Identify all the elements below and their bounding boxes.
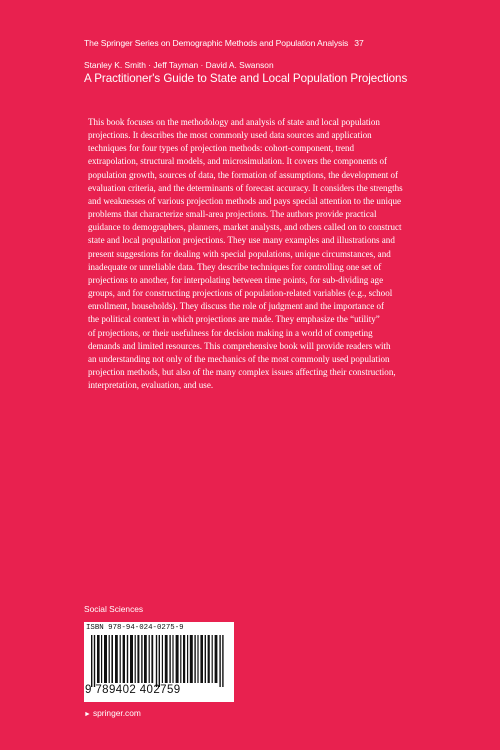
description-line: problems that characterize small-area projections. The authors provide practical xyxy=(88,209,377,220)
description-line: techniques for four types of projection methods: cohort-component, trend xyxy=(88,143,355,154)
series-volume: 37 xyxy=(354,38,364,48)
isbn-label: ISBN 978-94-024-0275-9 xyxy=(86,624,184,632)
barcode xyxy=(84,622,234,702)
description-line: present suggestions for dealing with special populations, unique circumstances, and xyxy=(88,248,391,259)
book-description xyxy=(88,116,433,392)
description-line: extrapolation, structural models, and microsimulation. It covers the components of xyxy=(88,156,387,167)
description-line: interpretation, evaluation, and use. xyxy=(88,380,214,391)
subject-category: Social Sciences xyxy=(84,604,144,614)
description-line: This book focuses on the methodology and analysis of state and local population xyxy=(88,117,380,127)
book-title: A Practitioner's Guide to State and Local Population Projections xyxy=(84,72,408,85)
website-url[interactable]: springer.com xyxy=(92,708,141,718)
isbn-digits: 9 789402 402759 xyxy=(85,684,181,696)
triangle-arrow-icon: ► xyxy=(84,711,91,718)
description-line: state and local population projections. They use many examples and illustrations and xyxy=(88,235,395,246)
description-line: enrollment, households). They discuss the role of judgment and the importance of xyxy=(88,301,385,312)
barcode-bars xyxy=(91,635,227,687)
series-line xyxy=(84,38,364,48)
description-line: guidance to demographers, planners, market analysts, and others called on to construct xyxy=(88,222,402,233)
description-line: projection methods, but also of the many complex issues affecting their construction, xyxy=(88,366,396,377)
description-line: groups, and for constructing projections of population-related variables (e.g., school xyxy=(88,288,393,299)
publisher-website[interactable] xyxy=(84,708,141,718)
description-line: inadequate or unreliable data. They describe techniques for controlling one set of xyxy=(88,261,382,272)
description-line: demands and limited resources. This comprehensive book will provide readers with xyxy=(88,340,391,351)
description-line: and weaknesses of various projection methods and pays special attention to the unique xyxy=(88,195,402,206)
description-line: of projections, or their usefulness for decision making in a world of competing xyxy=(88,327,373,338)
description-line: projections. It describes the most commonly used data sources and application xyxy=(88,130,372,141)
description-line: population growth, sources of data, the formation of assumptions, the development of xyxy=(88,169,399,180)
series-name: The Springer Series on Demographic Methods and Population Analysis xyxy=(84,38,349,48)
description-line: evaluation criteria, and the determinants of forecast accuracy. It considers the strengths xyxy=(88,182,403,193)
description-line: projections to another, for interpolating between time points, for sub-dividing age xyxy=(88,274,384,285)
description-line: the political context in which projections are made. They emphasize the “utility” xyxy=(88,314,380,325)
authors: Stanley K. Smith · Jeff Tayman · David A. Swanson xyxy=(84,60,274,70)
description-line: an understanding not only of the mechanics of the most commonly used population xyxy=(88,353,390,364)
